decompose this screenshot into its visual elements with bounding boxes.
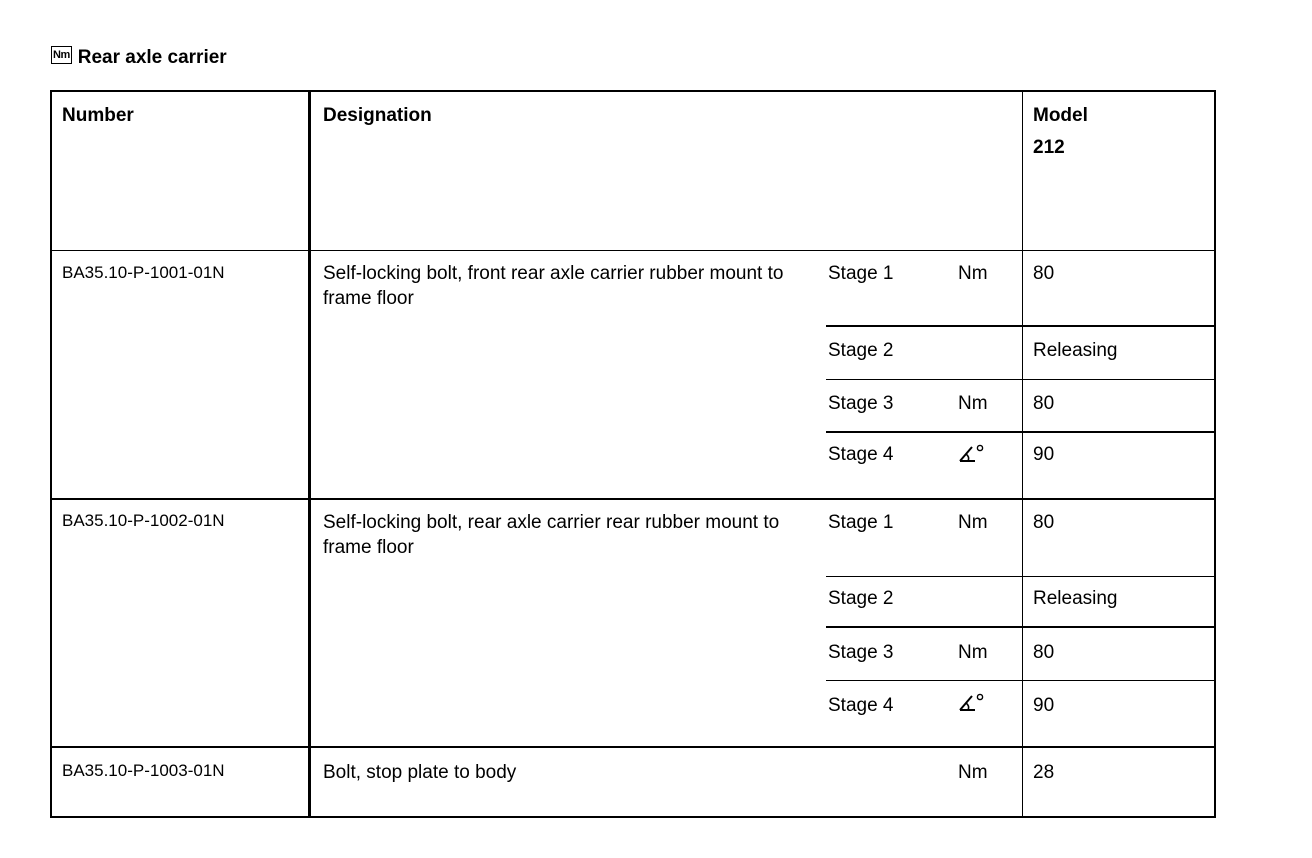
stage-label: Stage 4 <box>828 695 894 716</box>
row-designation: Self-locking bolt, rear axle carrier rear rubber mount to frame floor <box>323 512 780 558</box>
stage-label: Stage 1 <box>828 263 894 284</box>
row-divider-1 <box>50 498 1216 500</box>
title-text: Rear axle carrier <box>77 47 227 68</box>
row-divider-header <box>50 250 1216 251</box>
stage-label: Stage 2 <box>828 340 894 361</box>
stage-value: Releasing <box>1033 340 1118 361</box>
table-border-bottom <box>50 816 1216 818</box>
stage-divider <box>826 576 1216 577</box>
row-value: 28 <box>1033 762 1055 783</box>
row-divider-2 <box>50 746 1216 748</box>
stage-divider <box>826 325 1216 327</box>
row-number: BA35.10-P-1003-01N <box>62 761 225 780</box>
angle-degree-icon <box>958 443 986 470</box>
stage-label: Stage 4 <box>828 444 894 465</box>
stage-value: 80 <box>1033 393 1055 414</box>
stage-unit: Nm <box>958 263 988 284</box>
row-number: BA35.10-P-1002-01N <box>62 511 225 530</box>
stage-value: 80 <box>1033 263 1055 284</box>
table-border-right <box>1214 90 1216 818</box>
stage-value: 80 <box>1033 642 1055 663</box>
row-designation: Bolt, stop plate to body <box>323 762 517 783</box>
stage-label: Stage 3 <box>828 642 894 663</box>
header-designation: Designation <box>323 105 432 126</box>
stage-label: Stage 1 <box>828 512 894 533</box>
stage-unit: Nm <box>958 642 988 663</box>
stage-divider <box>826 379 1216 380</box>
stage-divider <box>826 431 1216 433</box>
row-number: BA35.10-P-1001-01N <box>62 263 225 282</box>
row-unit: Nm <box>958 762 988 783</box>
stage-value: 90 <box>1033 695 1055 716</box>
stage-value: 80 <box>1033 512 1055 533</box>
stage-value: Releasing <box>1033 588 1118 609</box>
header-number: Number <box>62 105 134 126</box>
table-border-top <box>50 90 1216 92</box>
column-divider-number <box>308 90 311 818</box>
angle-degree-icon <box>958 692 986 719</box>
row-designation: Self-locking bolt, front rear axle carrier rubber mount to frame floor <box>323 263 784 309</box>
stage-divider <box>826 680 1216 681</box>
stage-value: 90 <box>1033 444 1055 465</box>
header-model: Model <box>1033 105 1088 126</box>
stage-divider <box>826 626 1216 628</box>
header-model-value: 212 <box>1033 137 1065 158</box>
torque-nm-icon: Nm <box>51 46 72 64</box>
stage-label: Stage 2 <box>828 588 894 609</box>
stage-unit: Nm <box>958 393 988 414</box>
table-border-left <box>50 90 52 818</box>
stage-unit: Nm <box>958 512 988 533</box>
stage-label: Stage 3 <box>828 393 894 414</box>
column-divider-model <box>1022 90 1023 818</box>
